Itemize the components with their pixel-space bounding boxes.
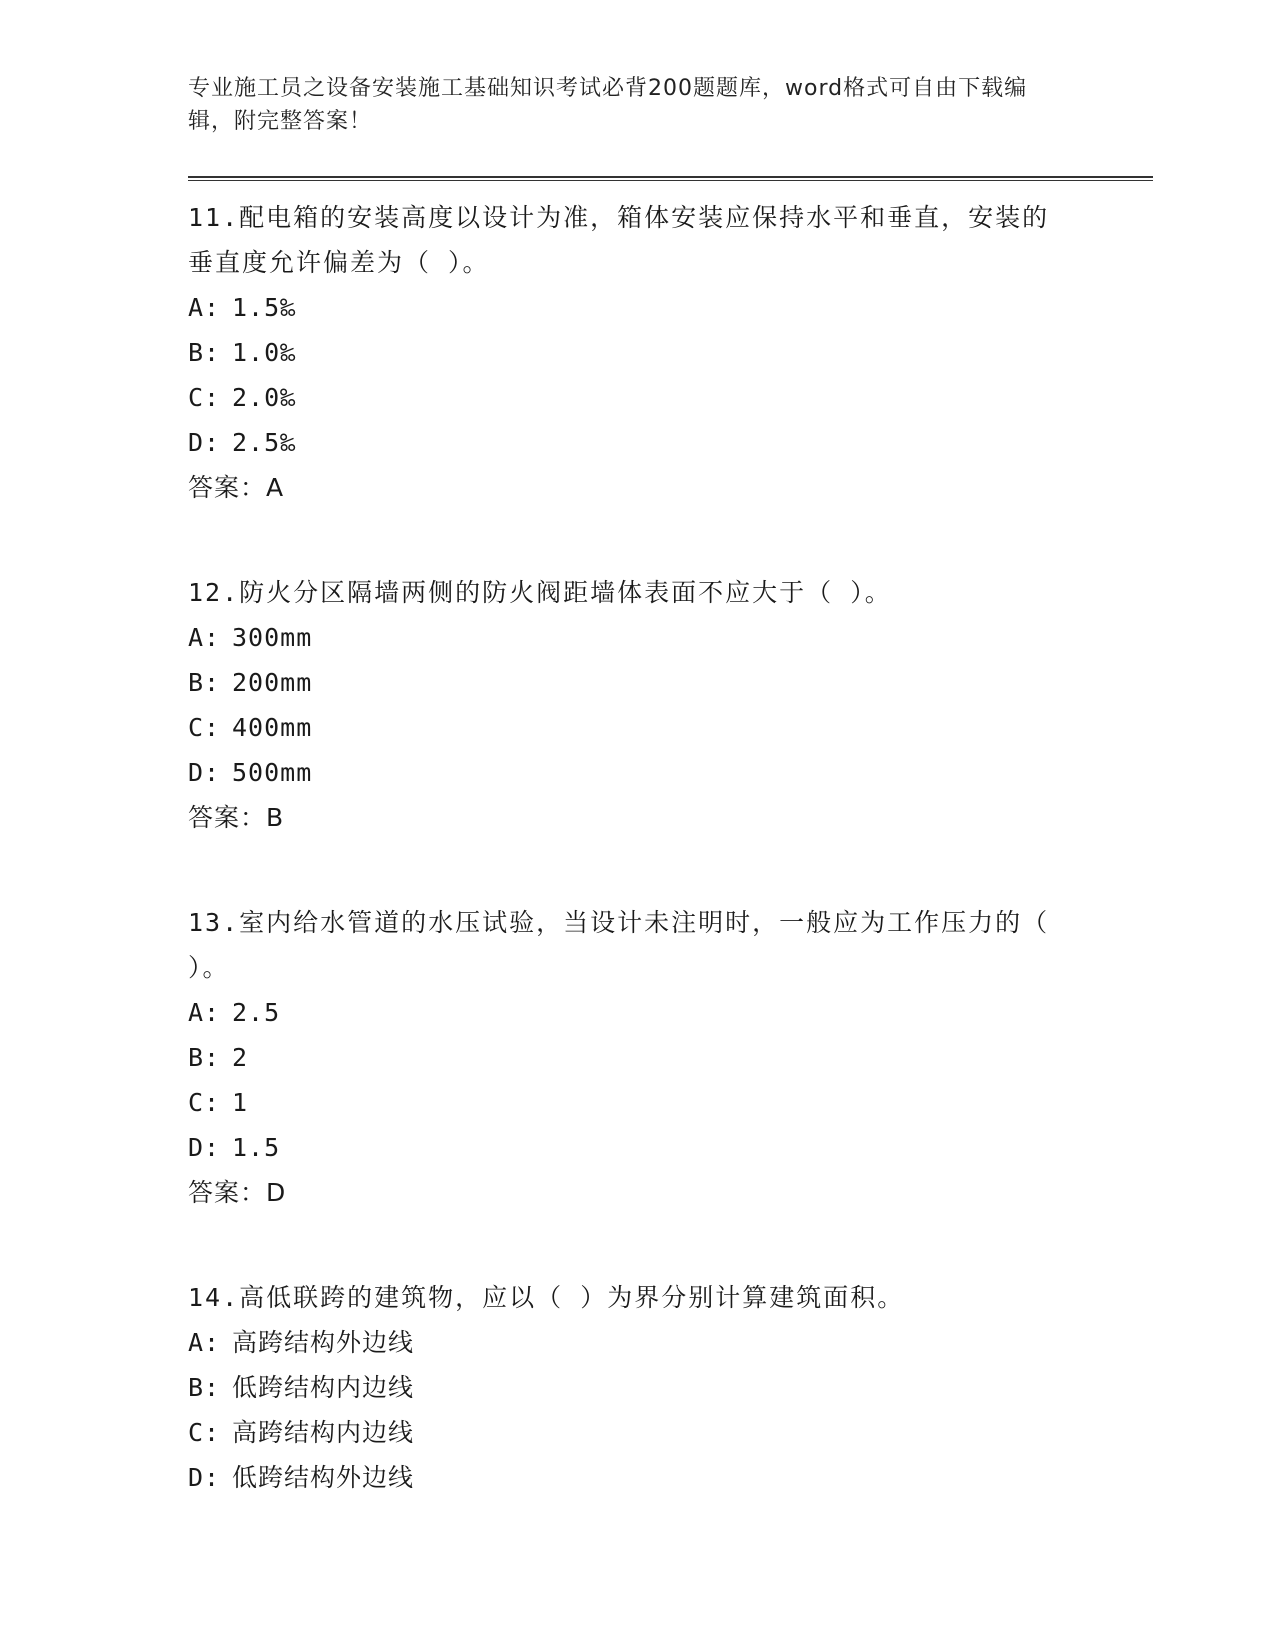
option-value: 2.0‰: [232, 383, 297, 412]
header-divider: [188, 176, 1153, 181]
option-b: [188, 660, 1153, 705]
option-key: D:: [188, 428, 221, 457]
option-a: [188, 990, 1153, 1035]
option-b: [188, 1035, 1153, 1080]
option-value: 高跨结构内边线: [232, 1418, 415, 1447]
option-value: 1.5‰: [232, 293, 297, 322]
option-value: 1: [232, 1088, 249, 1117]
question-text: 14.高低联跨的建筑物，应以（ ）为界分别计算建筑面积。: [188, 1283, 905, 1312]
option-b: [188, 1365, 1153, 1410]
option-a: [188, 1320, 1153, 1365]
option-d: [188, 750, 1153, 795]
option-c: [188, 1410, 1153, 1455]
option-b: [188, 330, 1153, 375]
option-d: [188, 420, 1153, 465]
option-c: [188, 375, 1153, 420]
answer-text: 答案：B: [188, 803, 285, 832]
question-text: 11.配电箱的安装高度以设计为准，箱体安装应保持水平和垂直，安装的垂直度允许偏差为（ ）。: [188, 203, 1050, 277]
question-text: 12.防火分区隔墙两侧的防火阀距墙体表面不应大于（ ）。: [188, 578, 892, 607]
option-key: A:: [188, 1328, 221, 1357]
question-item: [188, 900, 1153, 1215]
option-value: 1.0‰: [232, 338, 297, 367]
option-value: 2: [232, 1043, 249, 1072]
option-value: 200mm: [232, 668, 313, 697]
option-key: B:: [188, 338, 221, 367]
option-key: B:: [188, 668, 221, 697]
option-value: 2.5‰: [232, 428, 297, 457]
option-c: [188, 1080, 1153, 1125]
option-key: D:: [188, 1133, 221, 1162]
question-list: [188, 195, 1153, 1500]
answer-text: 答案：A: [188, 473, 285, 502]
option-key: B:: [188, 1043, 221, 1072]
option-key: A:: [188, 998, 221, 1027]
option-value: 500mm: [232, 758, 313, 787]
option-key: B:: [188, 1373, 221, 1402]
option-c: [188, 705, 1153, 750]
option-key: D:: [188, 1463, 221, 1492]
option-key: A:: [188, 623, 221, 652]
answer-text: 答案：D: [188, 1178, 287, 1207]
document-page: [188, 72, 1153, 1560]
option-value: 2.5: [232, 998, 281, 1027]
option-value: 高跨结构外边线: [232, 1328, 415, 1357]
document-header: 专业施工员之设备安装施工基础知识考试必背200题题库，word格式可自由下载编辑，附完整答案！: [188, 76, 1028, 134]
option-key: C:: [188, 713, 221, 742]
option-key: C:: [188, 383, 221, 412]
option-value: 1.5: [232, 1133, 281, 1162]
question-item: [188, 195, 1153, 510]
option-d: [188, 1125, 1153, 1170]
option-a: [188, 285, 1153, 330]
option-key: C:: [188, 1088, 221, 1117]
option-key: A:: [188, 293, 221, 322]
option-a: [188, 615, 1153, 660]
option-value: 400mm: [232, 713, 313, 742]
option-key: D:: [188, 758, 221, 787]
option-d: [188, 1455, 1153, 1500]
question-item: [188, 570, 1153, 840]
option-value: 低跨结构内边线: [232, 1373, 415, 1402]
option-value: 300mm: [232, 623, 313, 652]
option-value: 低跨结构外边线: [232, 1463, 415, 1492]
question-text: 13.室内给水管道的水压试验，当设计未注明时，一般应为工作压力的（ ）。: [188, 908, 1050, 982]
option-key: C:: [188, 1418, 221, 1447]
question-item: [188, 1275, 1153, 1500]
